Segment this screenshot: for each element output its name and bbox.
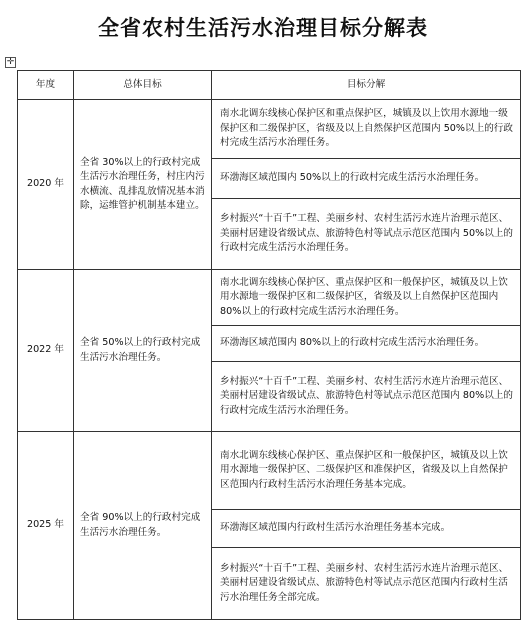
target-cell: 乡村振兴“十百千”工程、美丽乡村、农村生活污水连片治理示范区、美丽村居建设省级试点、旅游特色村等试点示范区范围内 50%以上的行政村完成生活污水治理任务。	[212, 199, 521, 270]
table-move-handle-icon[interactable]: ✛	[6, 57, 15, 67]
target-table	[17, 70, 521, 620]
year-cell: 2022 年	[18, 270, 74, 432]
goal-cell: 全省 50%以上的行政村完成生活污水治理任务。	[74, 270, 212, 432]
goal-cell: 全省 90%以上的行政村完成生活污水治理任务。	[74, 432, 212, 620]
table-row	[18, 270, 521, 326]
header-year: 年度	[18, 71, 74, 100]
target-cell: 南水北调东线核心保护区、重点保护区和一般保护区，城镇及以上饮用水源地一级保护区和二级保护区，省级及以上自然保护区范围内 80%以上的行政村完成生活污水治理任务。	[212, 270, 521, 326]
table-row	[18, 432, 521, 510]
target-cell: 乡村振兴“十百千”工程、美丽乡村、农村生活污水连片治理示范区、美丽村居建设省级试点、旅游特色村等试点示范区范围内 80%以上的行政村完成生活污水治理任务。	[212, 362, 521, 432]
target-cell: 环渤海区域范围内 80%以上的行政村完成生活污水治理任务。	[212, 326, 521, 362]
year-cell: 2020 年	[18, 100, 74, 270]
header-target-breakdown: 目标分解	[212, 71, 521, 100]
goal-cell: 全省 30%以上的行政村完成生活污水治理任务，村庄内污水横流、乱排乱放情况基本消除，运维管护机制基本建立。	[74, 100, 212, 270]
table-row	[18, 100, 521, 159]
target-cell: 乡村振兴“十百千”工程、美丽乡村、农村生活污水连片治理示范区、美丽村居建设省级试点、旅游特色村等试点示范区范围内行政村生活污水治理任务全部完成。	[212, 548, 521, 620]
target-cell: 环渤海区域范围内行政村生活污水治理任务基本完成。	[212, 510, 521, 548]
page-title: 全省农村生活污水治理目标分解表	[98, 16, 428, 40]
table-header-row	[18, 71, 521, 100]
header-overall-goal: 总体目标	[74, 71, 212, 100]
target-cell: 南水北调东线核心保护区和重点保护区，城镇及以上饮用水源地一级保护区和二级保护区，省级及以上自然保护区范围内 50%以上的行政村完成生活污水治理任务。	[212, 100, 521, 159]
target-cell: 环渤海区域范围内 50%以上的行政村完成生活污水治理任务。	[212, 159, 521, 199]
year-cell: 2025 年	[18, 432, 74, 620]
target-cell: 南水北调东线核心保护区、重点保护区和一般保护区，城镇及以上饮用水源地一级保护区、二级保护区和准保护区，省级及以上自然保护区范围内行政村生活污水治理任务基本完成。	[212, 432, 521, 510]
